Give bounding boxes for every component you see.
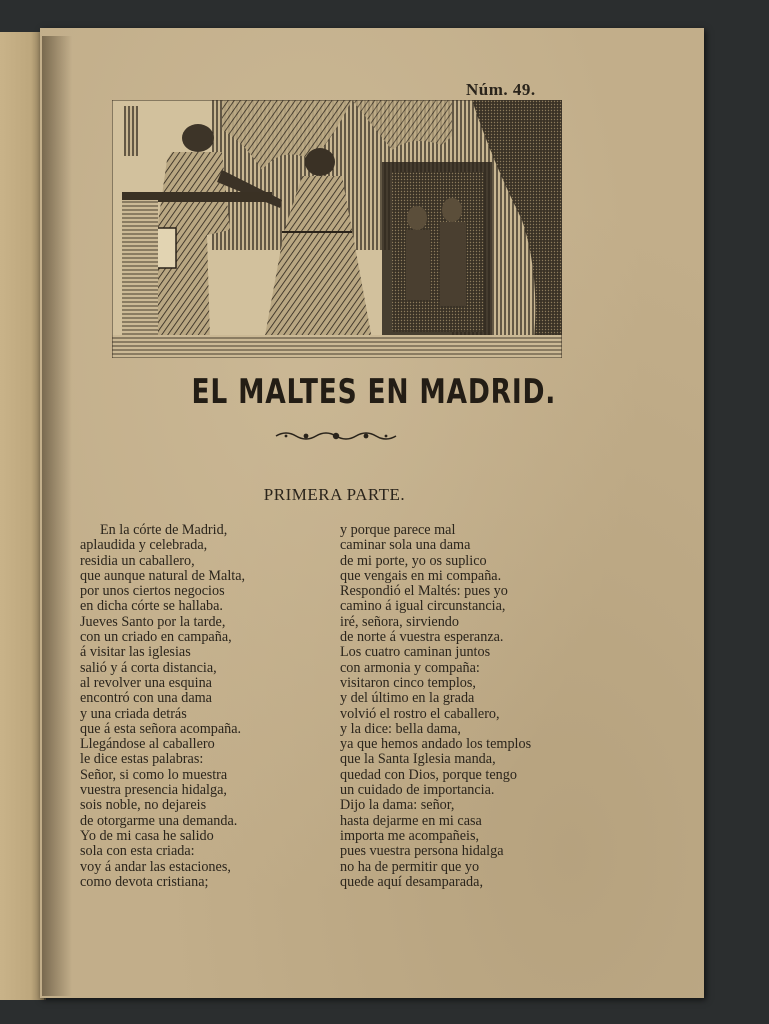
- verse-line: ya que hemos andado los templos: [340, 736, 532, 753]
- verse-line: Los cuatro caminan juntos: [340, 644, 491, 661]
- page-title: EL MALTES EN MADRID.: [191, 372, 557, 412]
- verse-line: sois noble, no dejareis: [80, 797, 207, 814]
- poem-right-column: [340, 523, 531, 890]
- verse-line: residia un caballero,: [80, 552, 195, 569]
- verse-line: vuestra presencia hidalga,: [80, 782, 227, 799]
- verse-line: Jueves Santo por la tarde,: [80, 613, 226, 630]
- verse-line: visitaron cinco templos,: [340, 674, 476, 691]
- verse-line: caminar sola una dama: [340, 537, 471, 554]
- verse-line: aplaudida y celebrada,: [80, 537, 208, 554]
- verse-line: un cuidado de importancia.: [340, 782, 495, 799]
- section-heading: PRIMERA PARTE.: [263, 485, 406, 504]
- verse-line: que vengais en mi compaña.: [340, 567, 502, 584]
- verse-line: Yo de mi casa he salido: [80, 827, 214, 844]
- verse-line: sola con esta criada:: [80, 843, 195, 860]
- verse-line: quedad con Dios, porque tengo: [340, 766, 517, 783]
- verse-line: le dice estas palabras:: [80, 751, 204, 768]
- verse-line: en dicha córte se hallaba.: [80, 598, 223, 615]
- verse-line: y porque parece mal: [340, 522, 456, 538]
- verse-line: volvió el rostro el caballero,: [340, 705, 500, 722]
- spine-shadow: [42, 36, 72, 996]
- verse-line: iré, señora, sirviendo: [340, 613, 459, 630]
- poem-left-column: [80, 523, 245, 890]
- verse-line: de otorgarme una demanda.: [80, 812, 238, 829]
- verse-line: voy á andar las estaciones,: [80, 858, 231, 875]
- verse-line: que aunque natural de Malta,: [80, 567, 246, 584]
- verse-line: de norte á vuestra esperanza.: [340, 629, 504, 646]
- verse-line: encontró con una dama: [80, 690, 212, 707]
- verse-line: que á esta señora acompaña.: [80, 720, 242, 737]
- verse-line: quede aquí desamparada,: [340, 873, 483, 890]
- verse-line: y del último en la grada: [340, 690, 475, 707]
- verse-line: que la Santa Iglesia manda,: [340, 751, 496, 768]
- verse-line: no ha de permitir que yo: [340, 858, 480, 875]
- woodcut-illustration-icon: [112, 100, 562, 358]
- verse-line: Dijo la dama: señor,: [340, 797, 455, 814]
- verse-line: salió y á corta distancia,: [80, 659, 217, 676]
- verse-line: Señor, si como lo muestra: [80, 766, 228, 783]
- verse-line: al revolver una esquina: [80, 674, 212, 691]
- verse-line: En la córte de Madrid,: [100, 522, 228, 538]
- verse-line: importa me acompañeis,: [340, 827, 480, 844]
- issue-number: Núm. 49.: [466, 80, 536, 99]
- verse-line: y la dice: bella dama,: [340, 720, 461, 737]
- verse-line: como devota cristiana;: [80, 873, 209, 890]
- verse-line: con armonia y compaña:: [340, 659, 480, 676]
- verse-line: hasta dejarme en mi casa: [340, 812, 482, 829]
- verse-line: pues vuestra persona hidalga: [340, 843, 504, 860]
- verse-line: Llegándose al caballero: [80, 736, 215, 753]
- verse-line: Respondió el Maltés: pues yo: [340, 583, 508, 600]
- verse-line: á visitar las iglesias: [80, 644, 191, 661]
- verse-line: camino á igual circunstancia,: [340, 598, 506, 615]
- ornament-divider-icon: [274, 428, 398, 444]
- verse-line: y una criada detrás: [80, 705, 187, 722]
- verse-line: de mi porte, yo os suplico: [340, 552, 487, 569]
- verse-line: con un criado en campaña,: [80, 629, 232, 646]
- verse-line: por unos ciertos negocios: [80, 583, 225, 600]
